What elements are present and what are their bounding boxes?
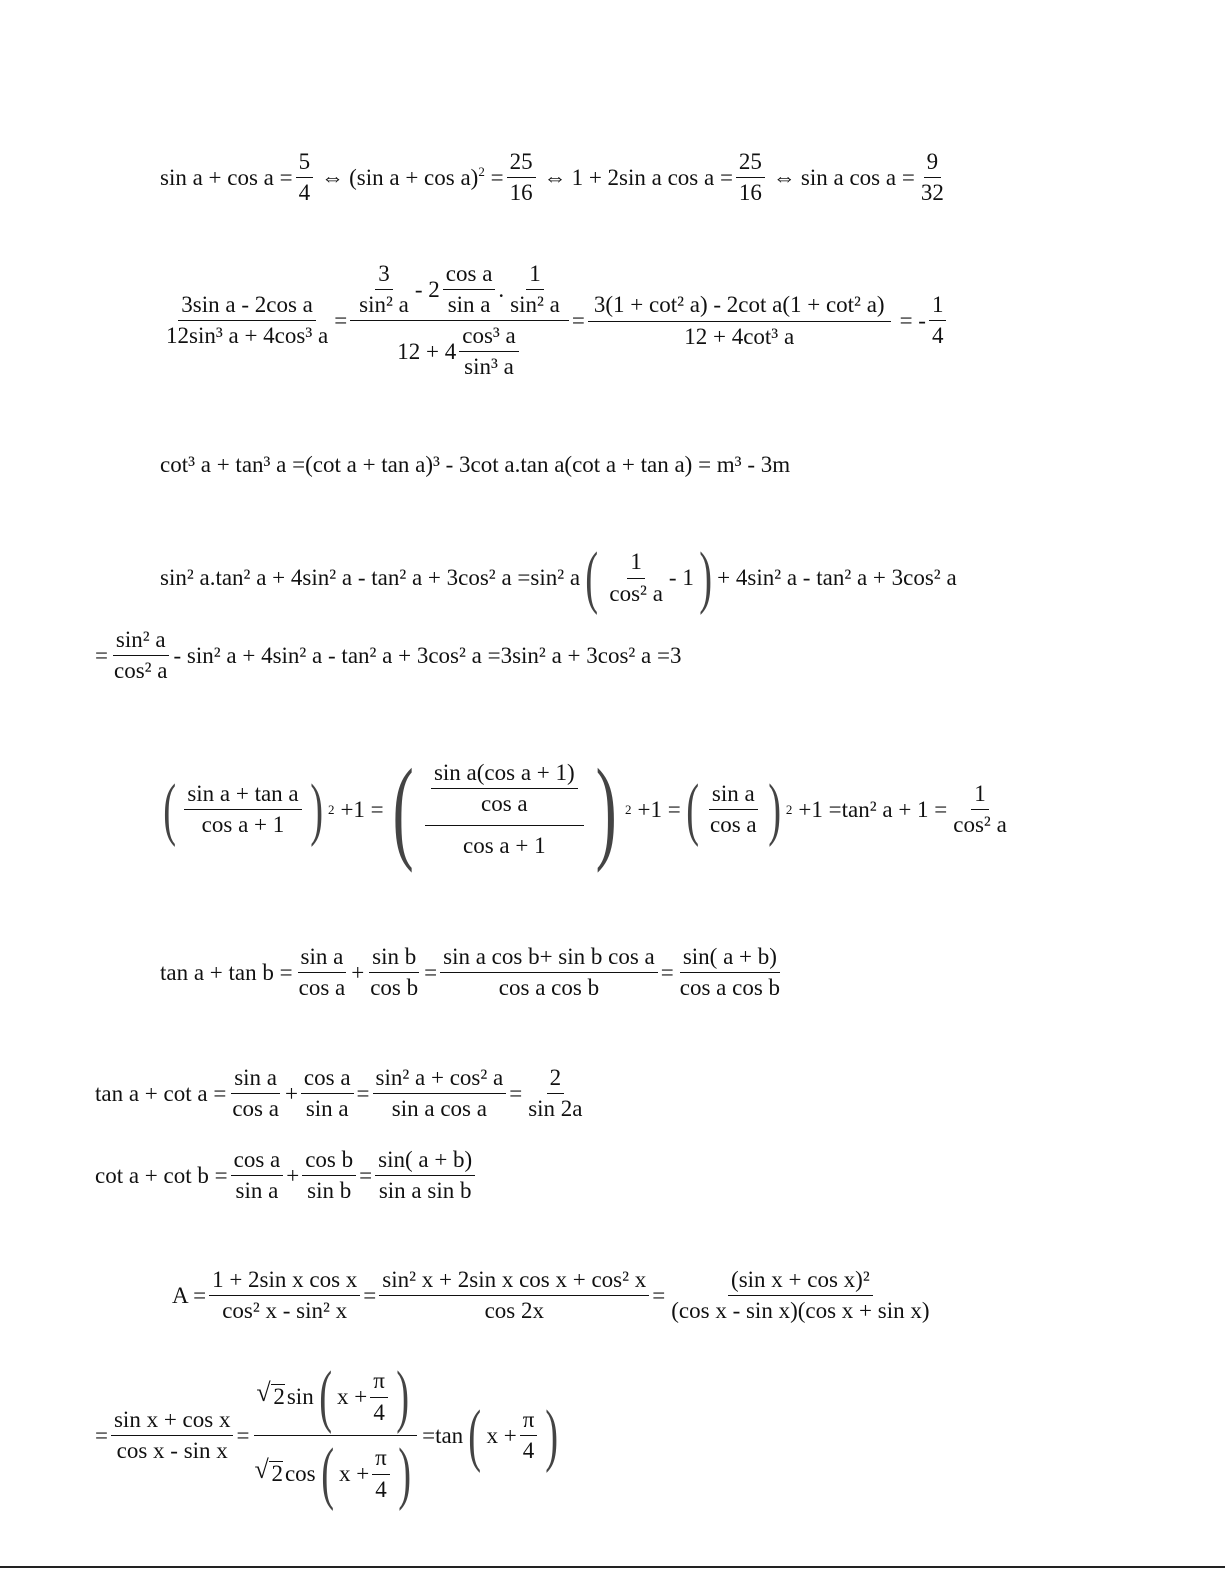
eq8-fraction-2: $\frac{\text{cos a}}{\text{sin a}}$ [301,1066,354,1121]
eq2-final-eq: = - [899,307,926,333]
equation-9: cot a + cot b = $\frac{\text{cos a}}{\text{sin a}}$ + $\frac{\text{cos b}}{\text{sin b}}$ = $\frac{\sin( a + b)}{\text{sin a sin b}}$ [95,1148,478,1203]
eq1-fraction-25-16: $\frac{25}{16}$ [507,150,536,205]
eq9-fraction-3: $\frac{\sin( a + b)}{\text{sin a sin b}}$ [375,1148,475,1203]
eq2-final-fraction: $\frac{1}{4}$ [929,293,947,348]
eq1-fraction-9-32: $\frac{9}{32}$ [920,149,944,206]
equation-10: A = $\frac{\text{1 + 2sin x cos x}}{\text{cos² x - sin² x}}$ = $\frac{\text{sin² x + 2sin x cos x + cos² x}}{\cos 2x}$ = $\frac{\text{(sin x + cos x)²}}{\text{(cos x - sin x)(cos x + sin x)}}$ [172,1268,936,1323]
eq5-fraction: $\frac{\text{sin² a}}{\text{cos² a}}$ [113,627,168,684]
eq9-lhs: cot a + cot b = [95,1162,228,1188]
eq1-fraction-25-16-b: $\frac{25}{16}$ [736,150,765,205]
eq1-mid: 1 + 2sin a cos a = [571,164,733,190]
equation-7: tan a + tan b = $\frac{\text{sin a}}{\text{cos a}}$ + $\frac{\text{sin b}}{\text{cos b}}$ = $\frac{\text{sin a cos b+ sin b cos a}}{\text{cos a cos b}}$ = $\frac{\sin( a + b)}{\text{cos a cos b}}$ [160,945,786,1000]
eq7-fraction-4: $\frac{\sin( a + b)}{\text{cos a cos b}}$ [679,944,781,1001]
eq4-lhs: sin² a.tan² a + 4sin² a - tan² a + 3cos² a =sin² a [160,565,581,590]
eq7-fraction-1: $\frac{\text{sin a}}{\text{cos a}}$ [298,944,346,1001]
eq8-lhs: tan a + cot a = [95,1080,227,1106]
iff-symbol: ⇔ [772,164,796,190]
eq11-pi-fraction: $\frac{\pi}{4}$ [520,1408,538,1463]
eq7-fraction-3: $\frac{\text{sin a cos b+ sin b cos a}}{\text{cos a cos b}}$ [440,945,658,1000]
eq11-fraction-1: $\frac{\text{sin x + cos x}}{\text{cos x - sin x}}$ [111,1408,233,1463]
iff-symbol: ⇔ [543,164,567,190]
equation-2: $\frac{\text{3sin a - 2cos a}}{\text{12sin³ a + 4cos³ a}}$ = $\frac{3}{\text{sin² a}}$ - 2 $\frac{\text{cos a}}{\text{sin a}}$ . $\frac{1}{\text{sin² a}}$ 12 + 4 $\frac{\text{cos³ a}}{\text{sin³ a}}$ = $\frac{\text{3(1 + cot² a) - 2cot a(1 + cot² a)}}{\text{12 + 4cot³ a}}$ = - $\frac{1}{4}$ [160,262,949,380]
eq1-square-expr: (sin a + cos a)$^2$ = [349,163,504,190]
equation-11: = $\frac{\text{sin x + cos x}}{\text{cos x - sin x}}$ = √ 2 sin ( x + $\frac{\pi}{4}$ ) √ 2 cos ( x + $\frac{\pi}{4}$ ) =tan ( x + $\frac{\pi}{4}$ ) [95,1362,564,1509]
eq4-tail: + 4sin² a - tan² a + 3cos² a [717,565,957,590]
eq6-fraction-1: $\frac{\text{sin a + tan a}}{\text{cos a + 1}}$ [184,782,301,837]
eq6-nested-fraction: $\frac{\frac{\text{sin a(cos a + 1)}}{\text{cos a}}}{\text{cos a + 1}}$ [425,761,584,857]
eq6-fraction-4: $\frac{1}{\text{cos² a}}$ [953,780,1007,837]
eq2-lhs-fraction: $\frac{\text{3sin a - 2cos a}}{\text{12sin³ a + 4cos³ a}}$ [166,292,329,349]
page-bottom-divider [0,1566,1225,1568]
eq2-complex-fraction: $\frac{3}{\text{sin² a}}$ - 2 $\frac{\text{cos a}}{\text{sin a}}$ . $\frac{1}{\text{sin² a}}$ 12 + 4 $\frac{\text{cos³ a}}{\text{sin³ a}}$ [350,262,569,380]
sqrt-symbol: √ 2 [269,1461,283,1486]
eq2-cot-fraction: $\frac{\text{3(1 + cot² a) - 2cot a(1 + cot² a)}}{\text{12 + 4cot³ a}}$ [588,293,891,349]
equation-1 [160,150,950,205]
equation-4: sin² a.tan² a + 4sin² a - tan² a + 3cos² a =sin² a ( $\frac{1}{\text{cos² a}}$ - 1 ) + 4sin² a - tan² a + 3cos² a [160,539,957,616]
eq10-lhs: A = [172,1282,207,1308]
eq10-fraction-3: $\frac{\text{(sin x + cos x)²}}{\text{(cos x - sin x)(cos x + sin x)}}$ [671,1267,930,1324]
eq3-text: cot³ a + tan³ a =(cot a + tan a)³ - 3cot a.tan a(cot a + tan a) = m³ - 3m [160,452,791,477]
eq1-fraction-5-4: $\frac{5}{4}$ [296,150,314,205]
eq4-inner-tail: - 1 [668,565,694,590]
equation-8: tan a + cot a = $\frac{\text{sin a}}{\text{cos a}}$ + $\frac{\text{cos a}}{\text{sin a}}$ = $\frac{\text{sin² a + cos² a}}{\text{sin a cos a}}$ = $\frac{2}{\sin 2a}$ [95,1066,589,1121]
eq10-fraction-2: $\frac{\text{sin² x + 2sin x cos x + cos² x}}{\cos 2x}$ [379,1268,649,1323]
eq8-fraction-4: $\frac{2}{\sin 2a}$ [528,1065,583,1122]
eq7-fraction-2: $\frac{\text{sin b}}{\text{cos b}}$ [370,944,419,1001]
eq6-fraction-3: $\frac{\text{sin a}}{\text{cos a}}$ [709,780,757,837]
eq1-lhs: sin a + cos a = [160,164,293,190]
eq4-inner-fraction: $\frac{1}{\text{cos² a}}$ [609,549,663,606]
eq8-fraction-1: $\frac{\text{sin a}}{\text{cos a}}$ [232,1065,279,1122]
eq5-pre: = [95,642,108,668]
eq8-fraction-3: $\frac{\text{sin² a + cos² a}}{\text{sin a cos a}}$ [373,1066,507,1121]
eq1-result: sin a cos a = [800,164,915,190]
eq9-fraction-2: $\frac{\text{cos b}}{\text{sin b}}$ [302,1148,356,1203]
equation-5 [95,628,682,683]
eq5-text: - sin² a + 4sin² a - tan² a + 3cos² a =3sin² a + 3cos² a =3 [173,642,682,668]
equation-6: ( $\frac{\text{sin a + tan a}}{\text{cos a + 1}}$ ) 2 +1 = ( $\frac{\frac{\text{sin a(cos a + 1)}}{\text{cos a}}}{\text{cos a + 1}}$ ) 2 +1 = ( $\frac{\text{sin a}}{\text{cos a}}$ ) 2 +1 =tan² a + 1 = $\frac{1}{\text{cos² a}}$ [158,752,1013,867]
sqrt-symbol: √ 2 [271,1384,285,1409]
eq9-fraction-1: $\frac{\text{cos a}}{\text{sin a}}$ [231,1148,284,1203]
equation-3 [160,452,790,478]
iff-symbol: ⇔ [321,164,345,190]
eq11-sqrt-fraction: √ 2 sin ( x + $\frac{\pi}{4}$ ) √ 2 cos ( x + $\frac{\pi}{4}$ ) [252,1362,419,1509]
eq10-fraction-1: $\frac{\text{1 + 2sin x cos x}}{\text{cos² x - sin² x}}$ [209,1268,360,1323]
eq7-lhs: tan a + tan b = [160,959,293,985]
